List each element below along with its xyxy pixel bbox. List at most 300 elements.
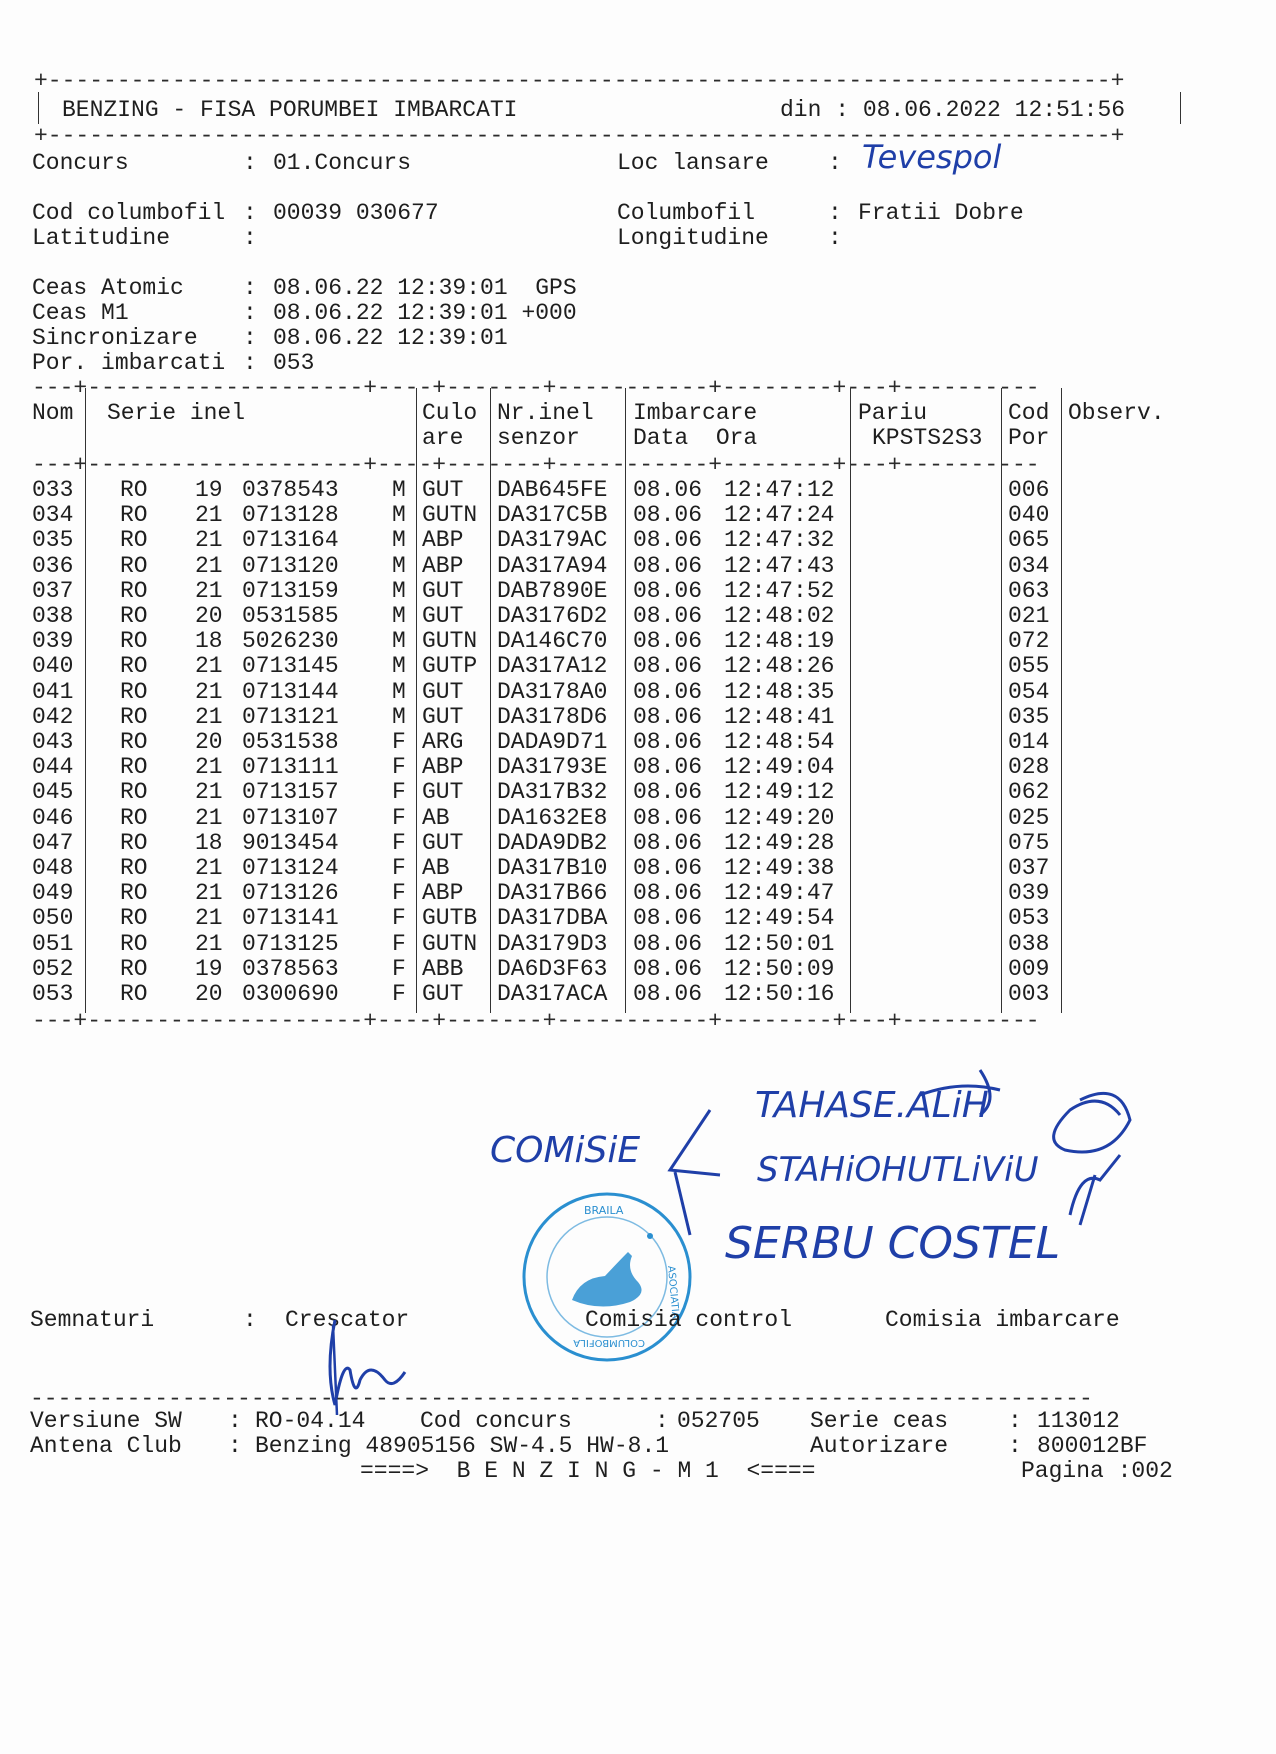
- cell-year: 18: [195, 829, 223, 856]
- col-culoare-header-2: are: [422, 425, 464, 451]
- cell-ring: 0531538: [242, 729, 339, 755]
- cell-country: RO: [120, 855, 148, 881]
- table-row: [32, 856, 1182, 881]
- table-row: [32, 906, 1182, 931]
- cell-time: 12:47:43: [724, 552, 835, 579]
- cell-sex: F: [392, 955, 406, 982]
- cell-color: GUTN: [422, 502, 478, 529]
- cell-country: RO: [120, 577, 148, 604]
- cell-codpor: 009: [1008, 955, 1050, 982]
- cell-color: GUT: [422, 477, 464, 503]
- title-border-left: [38, 92, 39, 124]
- table-body: [32, 478, 1182, 1008]
- por-imbarcati-label: Por. imbarcati: [32, 350, 226, 376]
- cell-time: 12:48:54: [724, 729, 835, 755]
- cod-concurs-label: Cod concurs: [420, 1408, 572, 1434]
- cell-nom: 049: [32, 880, 74, 907]
- col-nom-header: Nom: [32, 400, 74, 426]
- col-observ-header: Observ.: [1068, 400, 1165, 426]
- cell-codpor: 021: [1008, 603, 1050, 629]
- cell-year: 21: [195, 577, 223, 604]
- cell-sex: M: [392, 603, 406, 629]
- cell-date: 08.06: [633, 955, 703, 982]
- cell-sex: F: [392, 981, 406, 1007]
- cell-year: 21: [195, 552, 223, 579]
- cell-nom: 045: [32, 779, 74, 806]
- cell-time: 12:47:12: [724, 477, 835, 503]
- cell-ring: 0378563: [242, 955, 339, 982]
- cell-ring: 0713128: [242, 502, 339, 529]
- cell-country: RO: [120, 955, 148, 982]
- cell-year: 18: [195, 628, 223, 655]
- cell-date: 08.06: [633, 603, 703, 629]
- cod-columbofil-value: 00039 030677: [273, 200, 439, 226]
- col-codpor-header-2: Por: [1008, 425, 1050, 451]
- colon: :: [243, 325, 257, 351]
- cell-nom: 047: [32, 829, 74, 856]
- cell-color: GUTP: [422, 653, 478, 680]
- cell-year: 21: [195, 703, 223, 730]
- cell-country: RO: [120, 703, 148, 730]
- cell-sensor: DAB7890E: [497, 577, 608, 604]
- cell-color: GUTN: [422, 628, 478, 655]
- cell-codpor: 028: [1008, 754, 1050, 781]
- cell-sensor: DA317B10: [497, 855, 608, 881]
- longitudine-label: Longitudine: [617, 225, 769, 251]
- cell-country: RO: [120, 930, 148, 957]
- serie-ceas-label: Serie ceas: [810, 1408, 949, 1434]
- crescator-label: Crescator: [285, 1307, 410, 1333]
- document-title: BENZING - FISA PORUMBEI IMBARCATI: [62, 97, 518, 123]
- cell-codpor: 025: [1008, 804, 1050, 831]
- cell-sensor: DA31793E: [497, 754, 608, 781]
- title-border-right: [1180, 92, 1181, 124]
- commission-member-2: STAHiOHUTLiViU: [757, 1150, 1039, 1190]
- cell-year: 21: [195, 678, 223, 705]
- arrow-bracket-icon: [670, 1110, 720, 1175]
- text: BRAILA: [584, 1204, 624, 1217]
- cell-ring: 0713126: [242, 880, 339, 907]
- cell-country: RO: [120, 804, 148, 831]
- colon: :: [828, 225, 842, 251]
- cell-color: GUT: [422, 829, 464, 856]
- colon: :: [828, 200, 842, 226]
- cell-year: 21: [195, 855, 223, 881]
- cell-sex: F: [392, 779, 406, 806]
- ceas-m1-label: Ceas M1: [32, 300, 129, 326]
- cell-sensor: DA317A12: [497, 653, 608, 680]
- cell-ring: 0713120: [242, 552, 339, 579]
- title-border-bottom: +-----------------------------------------------------------------------------+: [34, 123, 1125, 149]
- cell-color: GUT: [422, 577, 464, 604]
- cell-date: 08.06: [633, 930, 703, 957]
- cell-ring: 0713125: [242, 930, 339, 957]
- cell-codpor: 065: [1008, 527, 1050, 554]
- colon: :: [243, 200, 257, 226]
- cell-date: 08.06: [633, 653, 703, 680]
- latitudine-label: Latitudine: [32, 225, 171, 251]
- cell-codpor: 006: [1008, 477, 1050, 503]
- ceas-atomic-label: Ceas Atomic: [32, 275, 184, 301]
- cell-codpor: 040: [1008, 502, 1050, 529]
- cell-sex: F: [392, 930, 406, 957]
- sincronizare-label: Sincronizare: [32, 325, 198, 351]
- cell-color: ABB: [422, 955, 464, 982]
- cod-concurs-value: 052705: [677, 1408, 760, 1434]
- table-row: [32, 957, 1182, 982]
- table-row: [32, 755, 1182, 780]
- cell-sensor: DA3178A0: [497, 678, 608, 705]
- cell-nom: 053: [32, 981, 74, 1007]
- cell-nom: 034: [32, 502, 74, 529]
- semnaturi-label: Semnaturi: [30, 1307, 155, 1333]
- cell-codpor: 053: [1008, 905, 1050, 932]
- cell-year: 21: [195, 905, 223, 932]
- cell-nom: 037: [32, 577, 74, 604]
- cell-codpor: 072: [1008, 628, 1050, 655]
- cell-time: 12:50:09: [724, 955, 835, 982]
- table-border-top: ---+--------------------+----+-------+-----------+--------+---+----------: [32, 375, 1040, 401]
- colon: :: [243, 150, 257, 176]
- cell-color: ARG: [422, 729, 464, 755]
- cell-sensor: DA317ACA: [497, 981, 608, 1007]
- cell-date: 08.06: [633, 981, 703, 1007]
- cell-ring: 0300690: [242, 981, 339, 1007]
- cell-ring: 0713145: [242, 653, 339, 680]
- table-header-separator: ---+--------------------+----+-------+-----------+--------+---+----------: [32, 452, 1040, 478]
- cell-time: 12:49:54: [724, 905, 835, 932]
- cell-ring: 0713107: [242, 804, 339, 831]
- cell-nom: 036: [32, 552, 74, 579]
- comisia-imbarcare-label: Comisia imbarcare: [885, 1307, 1120, 1333]
- cell-year: 21: [195, 502, 223, 529]
- cell-sensor: DA3179AC: [497, 527, 608, 554]
- cell-nom: 033: [32, 477, 74, 503]
- cell-date: 08.06: [633, 552, 703, 579]
- table-row: [32, 881, 1182, 906]
- cell-ring: 0378543: [242, 477, 339, 503]
- cell-sex: F: [392, 880, 406, 907]
- cell-codpor: 035: [1008, 703, 1050, 730]
- text: COLUMBOFILA: [573, 1337, 645, 1348]
- cell-color: GUTB: [422, 905, 478, 932]
- benzing-banner: ====> B E N Z I N G - M 1 <====: [360, 1458, 816, 1484]
- col-nrinel-header-1: Nr.inel: [497, 400, 594, 426]
- footer-separator: -----------------------------------------------------------------------------: [30, 1386, 1093, 1412]
- cell-time: 12:48:19: [724, 628, 835, 655]
- pigeon-icon: [572, 1252, 642, 1307]
- cell-date: 08.06: [633, 779, 703, 806]
- cod-columbofil-label: Cod columbofil: [32, 200, 226, 226]
- colon: :: [243, 225, 257, 251]
- cell-nom: 039: [32, 628, 74, 655]
- cell-country: RO: [120, 905, 148, 932]
- cell-color: GUT: [422, 981, 464, 1007]
- cell-time: 12:47:32: [724, 527, 835, 554]
- cell-nom: 050: [32, 905, 74, 932]
- cell-ring: 9013454: [242, 829, 339, 856]
- table-row: [32, 982, 1182, 1007]
- commission-member-1: TAHASE.ALiH: [755, 1085, 989, 1126]
- cell-color: GUT: [422, 703, 464, 730]
- cell-sex: M: [392, 628, 406, 655]
- cell-ring: 0713111: [242, 754, 339, 781]
- text: ASOCIATIA: [665, 1265, 681, 1320]
- cell-date: 08.06: [633, 880, 703, 907]
- cell-sensor: DA3179D3: [497, 930, 608, 957]
- loc-lansare-handwritten: Tevespol: [862, 138, 1002, 176]
- cell-country: RO: [120, 754, 148, 781]
- table-row: [32, 932, 1182, 957]
- cell-codpor: 075: [1008, 829, 1050, 856]
- cell-date: 08.06: [633, 502, 703, 529]
- cell-codpor: 034: [1008, 552, 1050, 579]
- star-icon: [647, 1233, 653, 1239]
- versiune-label: Versiune SW: [30, 1408, 182, 1434]
- cell-color: GUT: [422, 603, 464, 629]
- cell-country: RO: [120, 527, 148, 554]
- cell-date: 08.06: [633, 829, 703, 856]
- cell-year: 21: [195, 930, 223, 957]
- cell-sensor: DAB645FE: [497, 477, 608, 503]
- colon: :: [228, 1408, 242, 1434]
- cell-time: 12:49:28: [724, 829, 835, 856]
- table-row: [32, 806, 1182, 831]
- table-row: [32, 478, 1182, 503]
- col-culoare-header-1: Culo: [422, 400, 478, 426]
- cell-color: ABP: [422, 552, 464, 579]
- loc-lansare-label: Loc lansare: [617, 150, 769, 176]
- autorizare-value: 800012BF: [1037, 1433, 1148, 1459]
- cell-color: GUTN: [422, 930, 478, 957]
- table-row: [32, 503, 1182, 528]
- cell-codpor: 003: [1008, 981, 1050, 1007]
- concurs-label: Concurs: [32, 150, 129, 176]
- table-row: [32, 554, 1182, 579]
- cell-year: 20: [195, 729, 223, 755]
- cell-year: 19: [195, 955, 223, 982]
- colon: :: [243, 300, 257, 326]
- cell-color: ABP: [422, 754, 464, 781]
- cell-codpor: 039: [1008, 880, 1050, 907]
- cell-sensor: DADA9D71: [497, 729, 608, 755]
- page-number: Pagina :002: [1021, 1458, 1173, 1484]
- col-imbarcare-header-2: Data Ora: [633, 425, 758, 451]
- cell-time: 12:47:24: [724, 502, 835, 529]
- colon: :: [243, 1307, 257, 1333]
- cell-codpor: 014: [1008, 729, 1050, 755]
- cell-ring: 0713164: [242, 527, 339, 554]
- columbofil-label: Columbofil: [617, 200, 756, 226]
- cell-date: 08.06: [633, 905, 703, 932]
- cell-nom: 046: [32, 804, 74, 831]
- cell-date: 08.06: [633, 477, 703, 503]
- cell-ring: 0713157: [242, 779, 339, 806]
- cell-sensor: DA317B66: [497, 880, 608, 907]
- table-row: [32, 579, 1182, 604]
- col-pariu-header-2: KPSTS2S3: [872, 425, 983, 451]
- cell-color: ABP: [422, 880, 464, 907]
- cell-ring: 0713124: [242, 855, 339, 881]
- cell-ring: 0713159: [242, 577, 339, 604]
- cell-country: RO: [120, 628, 148, 655]
- antena-value: Benzing 48905156 SW-4.5 HW-8.1: [255, 1433, 670, 1459]
- cell-sex: F: [392, 754, 406, 781]
- cell-time: 12:49:12: [724, 779, 835, 806]
- cell-time: 12:47:52: [724, 577, 835, 604]
- cell-time: 12:49:47: [724, 880, 835, 907]
- signature-scribble-2: [1054, 1093, 1130, 1152]
- cell-sex: M: [392, 653, 406, 680]
- association-stamp: [520, 1190, 695, 1365]
- cell-year: 21: [195, 880, 223, 907]
- table-border-bottom: ---+--------------------+----+-------+-----------+--------+---+----------: [32, 1008, 1040, 1034]
- table-row: [32, 680, 1182, 705]
- cell-year: 21: [195, 653, 223, 680]
- por-imbarcati-value: 053: [273, 350, 315, 376]
- cell-ring: 0713141: [242, 905, 339, 932]
- table-row: [32, 705, 1182, 730]
- serie-ceas-value: 113012: [1037, 1408, 1120, 1434]
- cell-sex: F: [392, 829, 406, 856]
- cell-sensor: DA146C70: [497, 628, 608, 655]
- cell-country: RO: [120, 552, 148, 579]
- cell-date: 08.06: [633, 729, 703, 755]
- cell-nom: 038: [32, 603, 74, 629]
- cell-time: 12:48:35: [724, 678, 835, 705]
- cell-ring: 0713121: [242, 703, 339, 730]
- cell-codpor: 062: [1008, 779, 1050, 806]
- cell-sensor: DA3176D2: [497, 603, 608, 629]
- cell-date: 08.06: [633, 678, 703, 705]
- title-border-top: +-----------------------------------------------------------------------------+: [34, 68, 1125, 94]
- cell-sex: F: [392, 729, 406, 755]
- col-serie-header: Serie inel: [107, 400, 246, 426]
- cell-sex: M: [392, 577, 406, 604]
- cell-sensor: DA317C5B: [497, 502, 608, 529]
- cell-sensor: DA317DBA: [497, 905, 608, 932]
- cell-color: AB: [422, 855, 450, 881]
- cell-time: 12:48:41: [724, 703, 835, 730]
- cell-country: RO: [120, 653, 148, 680]
- cell-country: RO: [120, 502, 148, 529]
- cell-country: RO: [120, 779, 148, 806]
- cell-country: RO: [120, 477, 148, 503]
- cell-date: 08.06: [633, 628, 703, 655]
- cell-nom: 035: [32, 527, 74, 554]
- cell-ring: 0713144: [242, 678, 339, 705]
- cell-time: 12:49:38: [724, 855, 835, 881]
- versiune-value: RO-04.14: [255, 1408, 366, 1434]
- autorizare-label: Autorizare: [810, 1433, 949, 1459]
- col-pariu-header-1: Pariu: [858, 400, 928, 426]
- cell-sex: M: [392, 527, 406, 554]
- col-imbarcare-header-1: Imbarcare: [633, 400, 758, 426]
- colon: :: [1008, 1433, 1022, 1459]
- colon: :: [1008, 1408, 1022, 1434]
- colon: :: [243, 350, 257, 376]
- cell-codpor: 055: [1008, 653, 1050, 680]
- col-nrinel-header-2: senzor: [497, 425, 580, 451]
- comisia-control-label: Comisia control: [585, 1307, 793, 1333]
- cell-year: 21: [195, 754, 223, 781]
- cell-ring: 5026230: [242, 628, 339, 655]
- cell-sex: M: [392, 678, 406, 705]
- cell-color: GUT: [422, 678, 464, 705]
- table-row: [32, 629, 1182, 654]
- cell-nom: 040: [32, 653, 74, 680]
- print-date: din : 08.06.2022 12:51:56: [780, 97, 1126, 123]
- ceas-m1-value: 08.06.22 12:39:01 +000: [273, 300, 577, 326]
- cell-nom: 051: [32, 930, 74, 957]
- cell-date: 08.06: [633, 527, 703, 554]
- signature-scribble-3: [1070, 1155, 1120, 1225]
- cell-time: 12:49:04: [724, 754, 835, 781]
- cell-sensor: DADA9DB2: [497, 829, 608, 856]
- cell-time: 12:48:02: [724, 603, 835, 629]
- cell-date: 08.06: [633, 577, 703, 604]
- cell-nom: 044: [32, 754, 74, 781]
- cell-year: 21: [195, 527, 223, 554]
- cell-time: 12:50:16: [724, 981, 835, 1007]
- cell-nom: 043: [32, 729, 74, 755]
- table-row: [32, 604, 1182, 629]
- cell-country: RO: [120, 880, 148, 907]
- ceas-atomic-value: 08.06.22 12:39:01 GPS: [273, 275, 577, 301]
- cell-sex: M: [392, 552, 406, 579]
- cell-sex: F: [392, 804, 406, 831]
- cell-sensor: DA317B32: [497, 779, 608, 806]
- cell-ring: 0531585: [242, 603, 339, 629]
- table-row: [32, 730, 1182, 755]
- cell-country: RO: [120, 981, 148, 1007]
- cell-date: 08.06: [633, 754, 703, 781]
- cell-country: RO: [120, 829, 148, 856]
- cell-nom: 052: [32, 955, 74, 982]
- cell-sensor: DA1632E8: [497, 804, 608, 831]
- cell-sex: M: [392, 502, 406, 529]
- cell-sensor: DA3178D6: [497, 703, 608, 730]
- cell-sex: M: [392, 477, 406, 503]
- colon: :: [655, 1408, 669, 1434]
- cell-time: 12:48:26: [724, 653, 835, 680]
- cell-year: 19: [195, 477, 223, 503]
- cell-color: AB: [422, 804, 450, 831]
- cell-color: GUT: [422, 779, 464, 806]
- cell-year: 21: [195, 779, 223, 806]
- cell-sex: F: [392, 855, 406, 881]
- antena-label: Antena Club: [30, 1433, 182, 1459]
- cell-sensor: DA317A94: [497, 552, 608, 579]
- comisie-handwritten: COMiSiE: [490, 1130, 641, 1171]
- cell-date: 08.06: [633, 855, 703, 881]
- table-row: [32, 528, 1182, 553]
- table-row: [32, 780, 1182, 805]
- cell-codpor: 037: [1008, 855, 1050, 881]
- table-row: [32, 831, 1182, 856]
- cell-year: 21: [195, 804, 223, 831]
- colon: :: [228, 1433, 242, 1459]
- cell-year: 20: [195, 981, 223, 1007]
- cell-nom: 041: [32, 678, 74, 705]
- columbofil-value: Fratii Dobre: [858, 200, 1024, 226]
- cell-time: 12:49:20: [724, 804, 835, 831]
- colon: :: [243, 275, 257, 301]
- cell-nom: 042: [32, 703, 74, 730]
- cell-codpor: 038: [1008, 930, 1050, 957]
- cell-codpor: 054: [1008, 678, 1050, 705]
- cell-color: ABP: [422, 527, 464, 554]
